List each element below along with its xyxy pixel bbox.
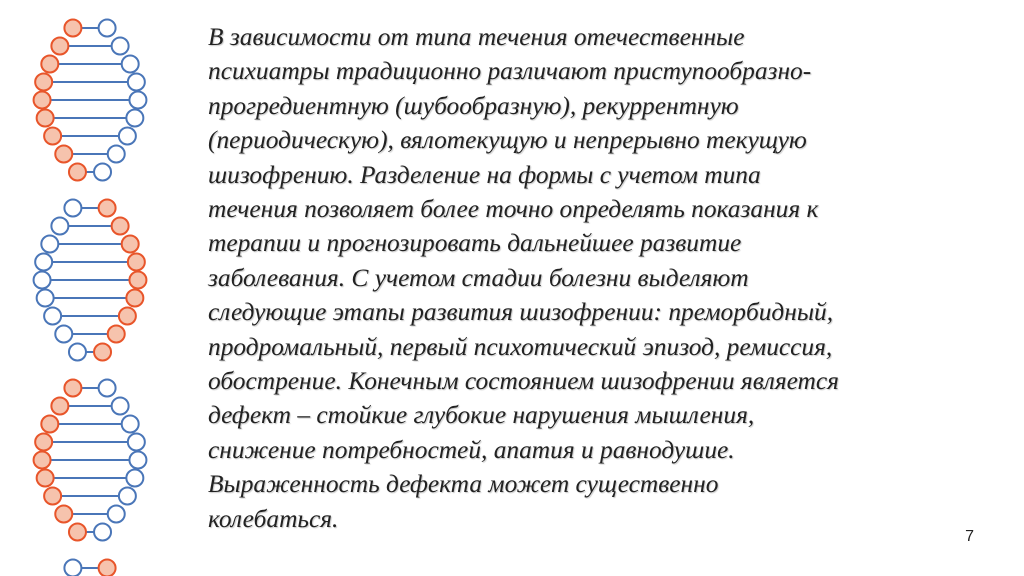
dna-base-pair	[69, 524, 111, 541]
dna-node-orange	[44, 488, 61, 505]
dna-node-orange	[64, 20, 81, 37]
dna-node-orange	[37, 470, 54, 487]
dna-node-blue	[35, 254, 52, 271]
dna-node-orange	[55, 146, 72, 163]
dna-base-pair	[34, 272, 147, 289]
text-line: терапии и прогнозировать дальнейшее развитие	[208, 229, 742, 258]
dna-node-blue	[129, 92, 146, 109]
dna-node-blue	[99, 380, 116, 397]
dna-node-orange	[99, 200, 116, 217]
dna-node-blue	[126, 470, 143, 487]
dna-base-pair	[51, 218, 128, 235]
text-line: снижение потребностей, апатия и равнодушие.	[208, 435, 735, 464]
dna-node-orange	[34, 92, 51, 109]
text-line: психиатры традиционно различают приступообразно-	[208, 57, 812, 86]
dna-node-orange	[128, 254, 145, 271]
dna-node-orange	[44, 128, 61, 145]
text-line: течения позволяет более точно определять показания к	[208, 195, 819, 224]
dna-node-blue	[129, 452, 146, 469]
dna-node-blue	[122, 416, 139, 433]
dna-node-orange	[69, 164, 86, 181]
dna-node-blue	[108, 506, 125, 523]
dna-node-blue	[69, 344, 86, 361]
dna-node-blue	[126, 110, 143, 127]
dna-node-orange	[35, 74, 52, 91]
text-line: Выраженность дефекта может существенно	[208, 470, 719, 499]
dna-base-pair	[51, 38, 128, 55]
dna-node-blue	[51, 218, 68, 235]
dna-node-blue	[37, 290, 54, 307]
dna-node-blue	[64, 200, 81, 217]
text-line: В зависимости от типа течения отечественные	[208, 23, 745, 51]
dna-base-pair	[35, 434, 145, 451]
dna-base-pair	[35, 74, 145, 91]
text-line: прогредиентную (шубообразную), рекуррентную	[208, 91, 739, 120]
dna-base-pair	[37, 290, 144, 307]
page-number: 7	[965, 528, 974, 545]
dna-base-pair	[64, 560, 115, 576]
text-line: обострение. Конечным состоянием шизофрении является	[208, 367, 839, 396]
dna-node-blue	[34, 272, 51, 289]
text-line: колебаться.	[208, 504, 339, 533]
dna-node-blue	[119, 488, 136, 505]
dna-base-pair	[41, 416, 138, 433]
dna-node-orange	[55, 506, 72, 523]
dna-node-orange	[35, 434, 52, 451]
dna-node-orange	[94, 344, 111, 361]
dna-node-blue	[41, 236, 58, 253]
dna-node-blue	[108, 146, 125, 163]
dna-node-blue	[55, 326, 72, 343]
dna-base-pair	[44, 488, 136, 505]
text-line: продромальный, первый психотический эпизод, ремиссия,	[208, 332, 833, 361]
dna-node-orange	[37, 110, 54, 127]
dna-node-blue	[122, 56, 139, 73]
dna-base-pair	[41, 56, 138, 73]
dna-node-orange	[69, 524, 86, 541]
dna-node-orange	[51, 38, 68, 55]
dna-base-pair	[51, 398, 128, 415]
dna-base-pair	[55, 326, 124, 343]
dna-node-blue	[44, 308, 61, 325]
dna-node-orange	[41, 56, 58, 73]
dna-base-pair	[69, 344, 111, 361]
dna-node-orange	[129, 272, 146, 289]
dna-base-pair	[44, 128, 136, 145]
dna-node-blue	[128, 434, 145, 451]
text-line: дефект – стойкие глубокие нарушения мышления,	[208, 401, 755, 430]
dna-node-orange	[119, 308, 136, 325]
text-line: следующие этапы развития шизофрении: преморбидный,	[208, 298, 834, 327]
dna-node-orange	[126, 290, 143, 307]
dna-base-pair	[55, 506, 124, 523]
dna-node-blue	[112, 398, 129, 415]
dna-node-orange	[41, 416, 58, 433]
dna-base-pair	[64, 20, 115, 37]
dna-base-pair	[64, 380, 115, 397]
text-line: (периодическую), вялотекущую и непрерывно текущую	[208, 126, 807, 155]
text-line: заболевания. С учетом стадии болезни выделяют	[208, 263, 749, 292]
dna-base-pair	[34, 452, 147, 469]
dna-node-blue	[94, 524, 111, 541]
dna-node-orange	[112, 218, 129, 235]
dna-base-pair	[35, 254, 145, 271]
dna-node-blue	[128, 74, 145, 91]
dna-node-blue	[64, 560, 81, 576]
dna-base-pair	[34, 92, 147, 109]
dna-node-orange	[34, 452, 51, 469]
dna-base-pair	[69, 164, 111, 181]
dna-base-pair	[55, 146, 124, 163]
dna-base-pair	[64, 200, 115, 217]
dna-node-blue	[119, 128, 136, 145]
dna-base-pair	[37, 470, 144, 487]
dna-node-orange	[122, 236, 139, 253]
dna-base-pair	[37, 110, 144, 127]
dna-node-orange	[108, 326, 125, 343]
dna-node-orange	[64, 380, 81, 397]
text-line: шизофрению. Разделение на формы с учетом типа	[208, 160, 761, 189]
dna-base-pair	[44, 308, 136, 325]
slide-body-text	[208, 20, 988, 536]
dna-node-blue	[112, 38, 129, 55]
dna-node-orange	[51, 398, 68, 415]
dna-node-blue	[99, 20, 116, 37]
dna-node-orange	[99, 560, 116, 576]
dna-base-pair	[41, 236, 138, 253]
dna-helix-icon	[0, 0, 180, 576]
dna-node-blue	[94, 164, 111, 181]
